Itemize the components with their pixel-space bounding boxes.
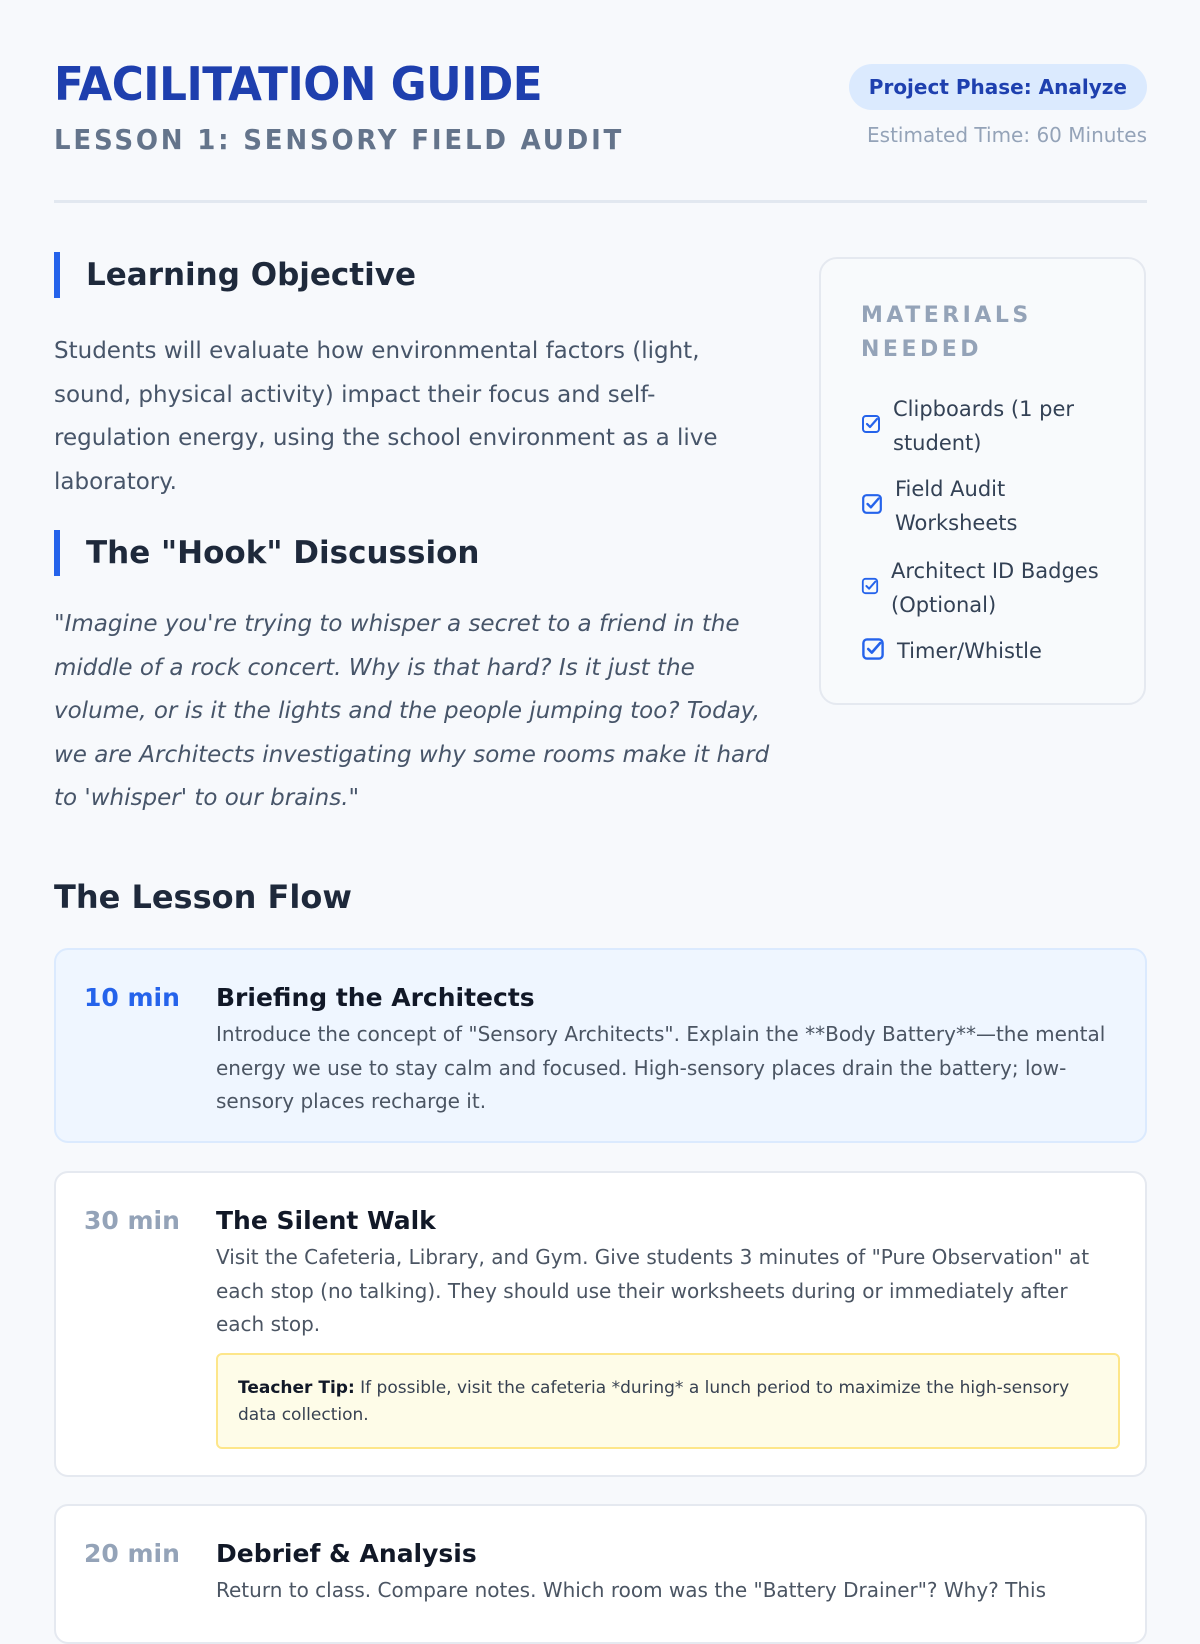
material-item bbox=[861, 554, 1111, 622]
checkbox-icon bbox=[861, 414, 881, 438]
materials-title: MATERIALS NEEDED bbox=[861, 303, 1032, 362]
checkbox-icon bbox=[861, 493, 883, 519]
header-divider bbox=[54, 200, 1147, 203]
material-label: Architect ID Badges (Optional) bbox=[891, 559, 1099, 617]
checkbox-icon bbox=[861, 637, 885, 665]
lesson-step-debrief bbox=[54, 1504, 1147, 1644]
step-description: Introduce the concept of "Sensory Architects". Explain the **Body Battery**—the mental energy we use to stay calm and focused. High-sensory places drain the battery; low-sensory places recharge it. bbox=[216, 1022, 1106, 1113]
estimated-time: Estimated Time: 60 Minutes bbox=[867, 123, 1147, 147]
material-item bbox=[861, 392, 1111, 460]
page-title: FACILITATION GUIDE bbox=[54, 57, 543, 111]
teacher-tip-label: Teacher Tip: bbox=[238, 1378, 355, 1398]
step-title: Debrief & Analysis bbox=[216, 1539, 477, 1568]
material-label: Clipboards (1 per student) bbox=[893, 397, 1075, 455]
step-title: The Silent Walk bbox=[216, 1206, 436, 1235]
step-description: Visit the Cafeteria, Library, and Gym. Give students 3 minutes of "Pure Observation" at each stop (no talking). They should use their worksheets during or immediately after each stop. bbox=[216, 1245, 1090, 1336]
material-item bbox=[861, 472, 1111, 540]
step-duration: 10 min bbox=[84, 983, 180, 1012]
step-duration: 20 min bbox=[84, 1539, 180, 1568]
material-label: Field Audit Worksheets bbox=[895, 477, 1018, 535]
teacher-tip-text: If possible, visit the cafeteria *during* a lunch period to maximize the high-sensory data collection. bbox=[238, 1378, 1070, 1425]
step-description: Return to class. Compare notes. Which room was the "Battery Drainer"? Why? This bbox=[216, 1578, 1047, 1602]
project-phase-badge: Project Phase: Analyze bbox=[849, 64, 1147, 110]
material-item bbox=[861, 634, 1111, 668]
step-title: Briefing the Architects bbox=[216, 983, 535, 1012]
hook-discussion-heading: The "Hook" Discussion bbox=[54, 530, 479, 576]
hook-discussion-quote: "Imagine you're trying to whisper a secret to a friend in the middle of a rock concert. Why is that hard? Is it just the volume, or is it the lights and the people jumping too? Today, we are Architects investigating why some rooms make it hard to 'whisper' to our brains." bbox=[54, 611, 770, 811]
checkbox-icon bbox=[861, 577, 879, 599]
lesson-subtitle: LESSON 1: SENSORY FIELD AUDIT bbox=[54, 123, 625, 156]
learning-objective-text: Students will evaluate how environmental factors (light, sound, physical activity) impact their focus and self-regulation energy, using the school environment as a live laboratory. bbox=[54, 338, 718, 495]
step-duration: 30 min bbox=[84, 1206, 180, 1235]
lesson-step-silent-walk bbox=[54, 1171, 1147, 1477]
materials-card bbox=[819, 257, 1146, 705]
lesson-step-briefing bbox=[54, 948, 1147, 1143]
lesson-flow-heading: The Lesson Flow bbox=[54, 878, 352, 916]
page-header bbox=[54, 54, 1147, 204]
material-label: Timer/Whistle bbox=[897, 639, 1042, 663]
teacher-tip-callout bbox=[216, 1353, 1120, 1449]
learning-objective-heading: Learning Objective bbox=[54, 252, 416, 298]
